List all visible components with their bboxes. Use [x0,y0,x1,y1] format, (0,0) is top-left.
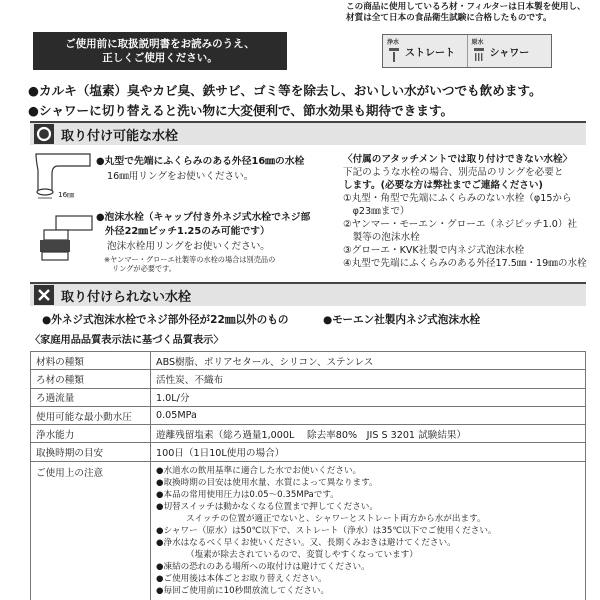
mode-indicator [382,34,552,68]
attachment-item: ④丸型で先端にふくらみのある外径17.5㎜・19㎜の水栓 [343,258,587,269]
attachment-item: ①丸型・角型で先端にふくらみのない水栓（φ15から [343,193,572,204]
attachment-intro-1: 下記のような水栓の場合、別売品のリングを必要と [343,167,564,178]
caution-item: ●水道水の飲用基準に適合した水でお使いください。 [156,465,362,476]
round-faucet-sub: 16㎜用リングをお使いください。 [107,171,254,182]
foam-faucet-title-1: ●泡沫水栓（キャップ付き外ネジ式水栓でネジ部 [96,212,311,223]
notice-line-2: 正しくご使用ください。 [102,52,218,64]
caution-item: スイッチの位置が適正でないと、シャワーとストレート両方から水が出ます。 [186,513,486,524]
attachment-item: φ23㎜まで） [343,206,410,217]
caution-item: ●切替スイッチは動かなくなる位置まで押してください。 [156,501,378,512]
caution-item: ●毎回ご使用前に10秒間放流してください。 [156,585,330,596]
cross-icon [34,285,54,305]
material-note [346,2,598,24]
material-note-line-2: 材質は全て日本の食品衛生試験に合格したものです。 [346,13,552,23]
spec-key: 使用可能な最小動水圧 [31,406,151,424]
round-faucet-title: ●丸型で先端にふくらみのある外径16㎜の水栓 [96,156,305,167]
shower-icon [472,48,486,62]
ng-item-2: ●モーエン社製内ネジ式泡沫水栓 [323,314,481,326]
table-row [31,352,586,370]
spec-value: 0.05MPa [151,406,586,424]
spec-value: 1.0L/分 [151,388,586,406]
feature-line-1: ●カルキ（塩素）臭やカビ臭、鉄サビ、ゴミ等を除去し、おいしい水がいつでも飲めます。 [28,83,542,98]
attachment-item: 製等の泡沫水栓 [343,232,420,243]
round-faucet-illustration [30,152,94,208]
circle-icon [34,124,54,144]
caution-item: ●ご使用後は本体ごとお取り替えください。 [156,573,327,584]
spec-value: 活性炭、不織布 [151,370,586,388]
section-not-installable-title: 取り付けられない水栓 [61,289,192,305]
spec-key: ろ材の種類 [31,370,151,388]
table-row [31,370,586,388]
spec-key: ろ過流量 [31,388,151,406]
faucet-stream-icon [387,48,401,62]
usage-notice-box [33,32,287,70]
spec-value: ABS樹脂、ポリアセタール、シリコン、ステンレス [151,352,586,370]
attachment-item: ③グローエ・KVK社製で内ネジ式泡沫水栓 [343,245,525,256]
feature-line-2: ●シャワーに切り替えると洗い物に大変便利で、節水効果も期待できます。 [28,103,454,118]
caution-item: ●浄水はなるべく早くお使いください。又、長期くみおきは避けてください。 [156,537,456,548]
spec-key: 材料の種類 [31,352,151,370]
spec-value: 遊離残留塩素（総ろ過量1,000L 除去率80% JIS S 3201 試験結果） [151,425,586,443]
mode-straight [383,35,468,67]
caution-item: ●シャワー（原水）は50℃以下で、ストレート（浄水）は35℃以下でご使用ください。 [156,525,497,536]
caution-item: ●本品の常用使用圧力は0.05〜0.35MPaです。 [156,489,339,500]
table-row [31,443,586,461]
notice-line-1: ご使用前に取扱説明書をお読みのうえ、 [65,38,255,50]
table-row [31,406,586,424]
section-installable-title: 取り付け可能な水栓 [61,128,179,144]
attachment-intro-2: します。(必要な方は弊社までご連絡ください) [343,180,543,191]
caution-item: （塩素が除去されているので、変質しやすくなっています） [186,549,418,560]
table-row [31,461,586,600]
mode-shower [468,35,552,67]
section-installable-header [30,121,586,145]
foam-note-1: ※ヤンマー・グローエ社製等の水栓の場合は別売品の [104,255,276,264]
caution-list-cell [151,461,586,600]
caution-label: ご使用上の注意 [31,461,151,600]
attachment-note [343,153,588,270]
foam-faucet-illustration [30,214,94,274]
quality-spec-table [30,351,586,600]
section-not-installable-header [30,282,586,306]
attachment-note-title: 〈付属のアタッチメントでは取り付けできない水栓〉 [343,154,573,165]
table-row [31,388,586,406]
quality-title: 〈家庭用品品質表示法に基づく品質表示〉 [30,335,224,346]
spec-value: 100日（1日10L使用の場合） [151,443,586,461]
material-note-line-1: この商品に使用しているろ材・フィルターは日本製を使用し、 [346,2,586,12]
foam-faucet-sub: 泡沫水栓用リングをお使いください。 [107,241,270,252]
round-dimension-label: 16㎜ [58,190,75,199]
attachment-item: ②ヤンマー・モーエン・グローエ（ネジピッチ1.0）社 [343,219,578,230]
caution-item: ●凍結の恐れのある場所への取付けは避けてください。 [156,561,370,572]
ng-item-1: ●外ネジ式泡沫水栓でネジ部外径が22㎜以外のもの [42,314,289,326]
table-row [31,425,586,443]
foam-faucet-title-2: 外径22㎜ピッチ1.25のみ可能です） [105,226,270,237]
foam-note-2: リングが必要です。 [112,264,176,273]
mode-shower-tag: 原水 [471,39,484,46]
spec-key: 取換時期の目安 [31,443,151,461]
caution-item: ●取換時期の目安は使用水量、水質によって異なります。 [156,477,378,488]
mode-shower-label: シャワー [489,47,530,59]
spec-key: 浄水能力 [31,425,151,443]
mode-straight-label: ストレート [405,47,455,59]
mode-straight-tag: 浄水 [387,39,400,46]
caution-list [156,465,580,597]
